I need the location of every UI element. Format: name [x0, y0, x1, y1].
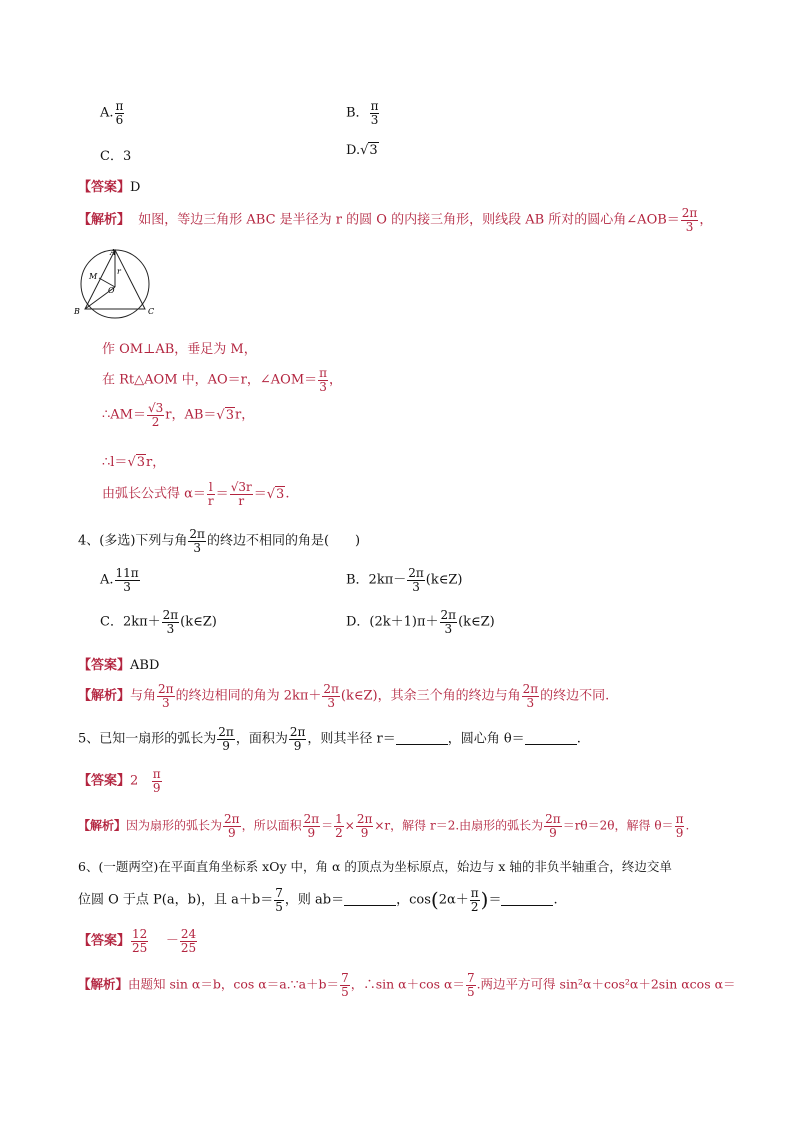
fraction: $\frac{\pi}{6}$ [115, 99, 124, 127]
q5-analysis: 【解析】因为扇形的弧长为 $\frac{2\pi}{9}$ ，所以面积 $\frac{2\pi}{9}$ ＝ $\frac{1}{2}$ × $\frac{2\pi}{9}$ ×r，解得 r＝2.由扇形的弧长为 $\frac{2\pi}{9}$ ＝rθ＝2θ，解得 θ＝ $\frac{\pi}{9}$ . [78, 812, 690, 840]
q6-stem-line1: 6、(一题两空)在平面直角坐标系 xOy 中，角 α 的顶点为坐标原点，始边与 x 轴的非负半轴重合，终边交单 [78, 859, 672, 874]
q3-step4: ∴l＝√3r， [102, 455, 166, 470]
q4-analysis: 【解析】与角 $\frac{2\pi}{3}$ 的终边相同的角为 2kπ＋ $\frac{2\pi}{3}$ (k∈Z)，其余三个角的终边与角 $\frac{2\pi}{3}$ 的终边不同. [78, 682, 610, 710]
blank-angle [525, 732, 577, 745]
blank-radius [396, 732, 448, 745]
q4-option-b: B．2kπ－ $\frac{2\pi}{3}$ (k∈Z) [346, 566, 463, 594]
label-r: r [117, 267, 121, 276]
geometry-figure [72, 246, 162, 326]
q3-step1: 作 OM⊥AB，垂足为 M， [102, 342, 257, 357]
q4-option-a: A. $\frac{11\pi}{3}$ [100, 566, 139, 594]
q4-answer: 【答案】ABD [78, 658, 160, 673]
q3-option-d: D.√3 [346, 143, 378, 158]
q3-answer: 【答案】D [78, 180, 141, 195]
q6-analysis: 【解析】由题知 sin α＝b，cos α＝a.∵a＋b＝ $\frac{7}{5}$ ，∴sin α＋cos α＝ $\frac{7}{5}$ .两边平方可得 sin²α＋cos²α＋2sin αcos α＝ [78, 971, 736, 999]
q6-answer: 【答案】 $\frac{12}{25}$ － $\frac{24}{25}$ [78, 927, 197, 955]
label-b: B [74, 307, 80, 316]
q3-option-b: B． $\frac{\pi}{3}$ [346, 99, 379, 127]
q3-step5: 由弧长公式得 α＝ $\frac{l}{r}$ ＝ $\frac{√3r}{r}$ ＝√3. [102, 480, 290, 508]
q4-stem: 4、(多选)下列与角 $\frac{2\pi}{3}$ 的终边不相同的角是( ) [78, 527, 361, 555]
label-c: C [148, 307, 155, 316]
label-m: M [89, 272, 98, 281]
q3-analysis: 【解析】 如图，等边三角形 ABC 是半径为 r 的圆 O 的内接三角形，则线段 AB 所对的圆心角∠AOB＝ $\frac{2\pi}{3}$ ， [78, 206, 713, 234]
sqrt: √3 [360, 143, 378, 158]
label-o: O [108, 286, 115, 295]
q6-stem-line2: 位圆 O 于点 P(a，b)，且 a＋b＝ $\frac{7}{5}$ ，则 ab＝ ，cos(2α＋ $\frac{\pi}{2}$ )＝ . [78, 886, 558, 914]
q4-option-d: D．(2k＋1)π＋ $\frac{2\pi}{3}$ (k∈Z) [346, 608, 495, 636]
q5-answer: 【答案】2 $\frac{\pi}{9}$ [78, 767, 161, 795]
fraction: $\frac{\pi}{3}$ [370, 99, 379, 127]
q3-option-c: C．3 [100, 149, 132, 164]
q3-step3: ∴AM＝ $\frac{√3}{2}$ r，AB＝√3r， [102, 401, 255, 429]
q3-step2: 在 Rt△AOM 中，AO＝r，∠AOM＝ $\frac{\pi}{3}$ ， [102, 366, 343, 394]
q4-option-c: C．2kπ＋ $\frac{2\pi}{3}$ (k∈Z) [100, 608, 217, 636]
q5-stem: 5、已知一扇形的弧长为 $\frac{2\pi}{9}$ ，面积为 $\frac{2\pi}{9}$ ，则其半径 r＝ ，圆心角 θ＝ . [78, 725, 581, 753]
blank-cos [501, 893, 553, 906]
blank-ab [344, 893, 396, 906]
label-a: A [110, 248, 116, 257]
q3-option-a: A. $\frac{\pi}{6}$ [100, 99, 124, 127]
